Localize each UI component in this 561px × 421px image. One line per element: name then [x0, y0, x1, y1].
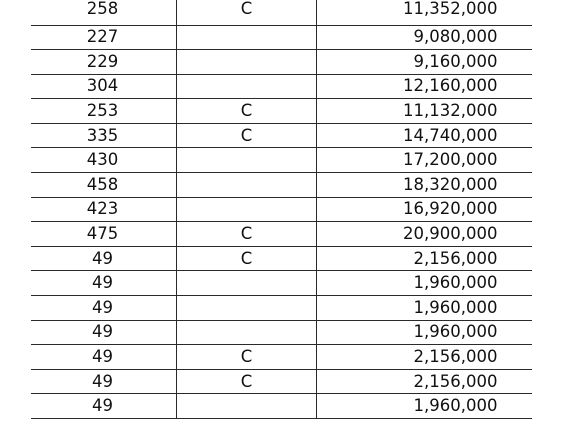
mark-cell: C: [177, 0, 317, 25]
amount-cell: 1,960,000: [317, 320, 532, 345]
number-cell: 49: [31, 271, 177, 296]
table-row: [31, 25, 532, 50]
number-cell: 430: [31, 148, 177, 173]
table-row: [31, 50, 532, 75]
table-row: [31, 246, 532, 271]
amount-cell: 14,740,000: [317, 123, 532, 148]
mark-cell: C: [177, 246, 317, 271]
table-row: [31, 148, 532, 173]
amount-cell: 20,900,000: [317, 222, 532, 247]
amount-cell: 11,352,000: [317, 0, 532, 25]
table-row: [31, 271, 532, 296]
number-cell: 49: [31, 394, 177, 419]
data-table: [31, 0, 532, 419]
table-row: [31, 369, 532, 394]
number-cell: 423: [31, 197, 177, 222]
mark-cell: C: [177, 99, 317, 124]
amount-cell: 9,160,000: [317, 50, 532, 75]
amount-cell: 16,920,000: [317, 197, 532, 222]
amount-cell: 1,960,000: [317, 271, 532, 296]
mark-cell: [177, 74, 317, 99]
amount-cell: 12,160,000: [317, 74, 532, 99]
table-row: [31, 0, 532, 25]
amount-cell: 11,132,000: [317, 99, 532, 124]
number-cell: 49: [31, 345, 177, 370]
mark-cell: [177, 394, 317, 419]
number-cell: 229: [31, 50, 177, 75]
number-cell: 49: [31, 246, 177, 271]
number-cell: 49: [31, 320, 177, 345]
table-row: [31, 197, 532, 222]
mark-cell: C: [177, 222, 317, 247]
mark-cell: C: [177, 369, 317, 394]
number-cell: 304: [31, 74, 177, 99]
table-body: [31, 0, 532, 419]
table-row: [31, 222, 532, 247]
number-cell: 475: [31, 222, 177, 247]
amount-cell: 18,320,000: [317, 173, 532, 198]
data-table-container: [31, 0, 530, 419]
table-row: [31, 296, 532, 321]
table-row: [31, 394, 532, 419]
amount-cell: 2,156,000: [317, 246, 532, 271]
number-cell: 49: [31, 296, 177, 321]
table-row: [31, 173, 532, 198]
number-cell: 49: [31, 369, 177, 394]
mark-cell: [177, 296, 317, 321]
number-cell: 458: [31, 173, 177, 198]
mark-cell: [177, 173, 317, 198]
amount-cell: 1,960,000: [317, 296, 532, 321]
amount-cell: 1,960,000: [317, 394, 532, 419]
table-row: [31, 320, 532, 345]
number-cell: 258: [31, 0, 177, 25]
mark-cell: [177, 25, 317, 50]
number-cell: 227: [31, 25, 177, 50]
mark-cell: C: [177, 123, 317, 148]
number-cell: 335: [31, 123, 177, 148]
amount-cell: 17,200,000: [317, 148, 532, 173]
amount-cell: 2,156,000: [317, 369, 532, 394]
mark-cell: [177, 148, 317, 173]
table-row: [31, 99, 532, 124]
mark-cell: [177, 320, 317, 345]
mark-cell: C: [177, 345, 317, 370]
table-row: [31, 345, 532, 370]
table-row: [31, 74, 532, 99]
mark-cell: [177, 197, 317, 222]
mark-cell: [177, 271, 317, 296]
mark-cell: [177, 50, 317, 75]
amount-cell: 9,080,000: [317, 25, 532, 50]
table-row: [31, 123, 532, 148]
number-cell: 253: [31, 99, 177, 124]
amount-cell: 2,156,000: [317, 345, 532, 370]
